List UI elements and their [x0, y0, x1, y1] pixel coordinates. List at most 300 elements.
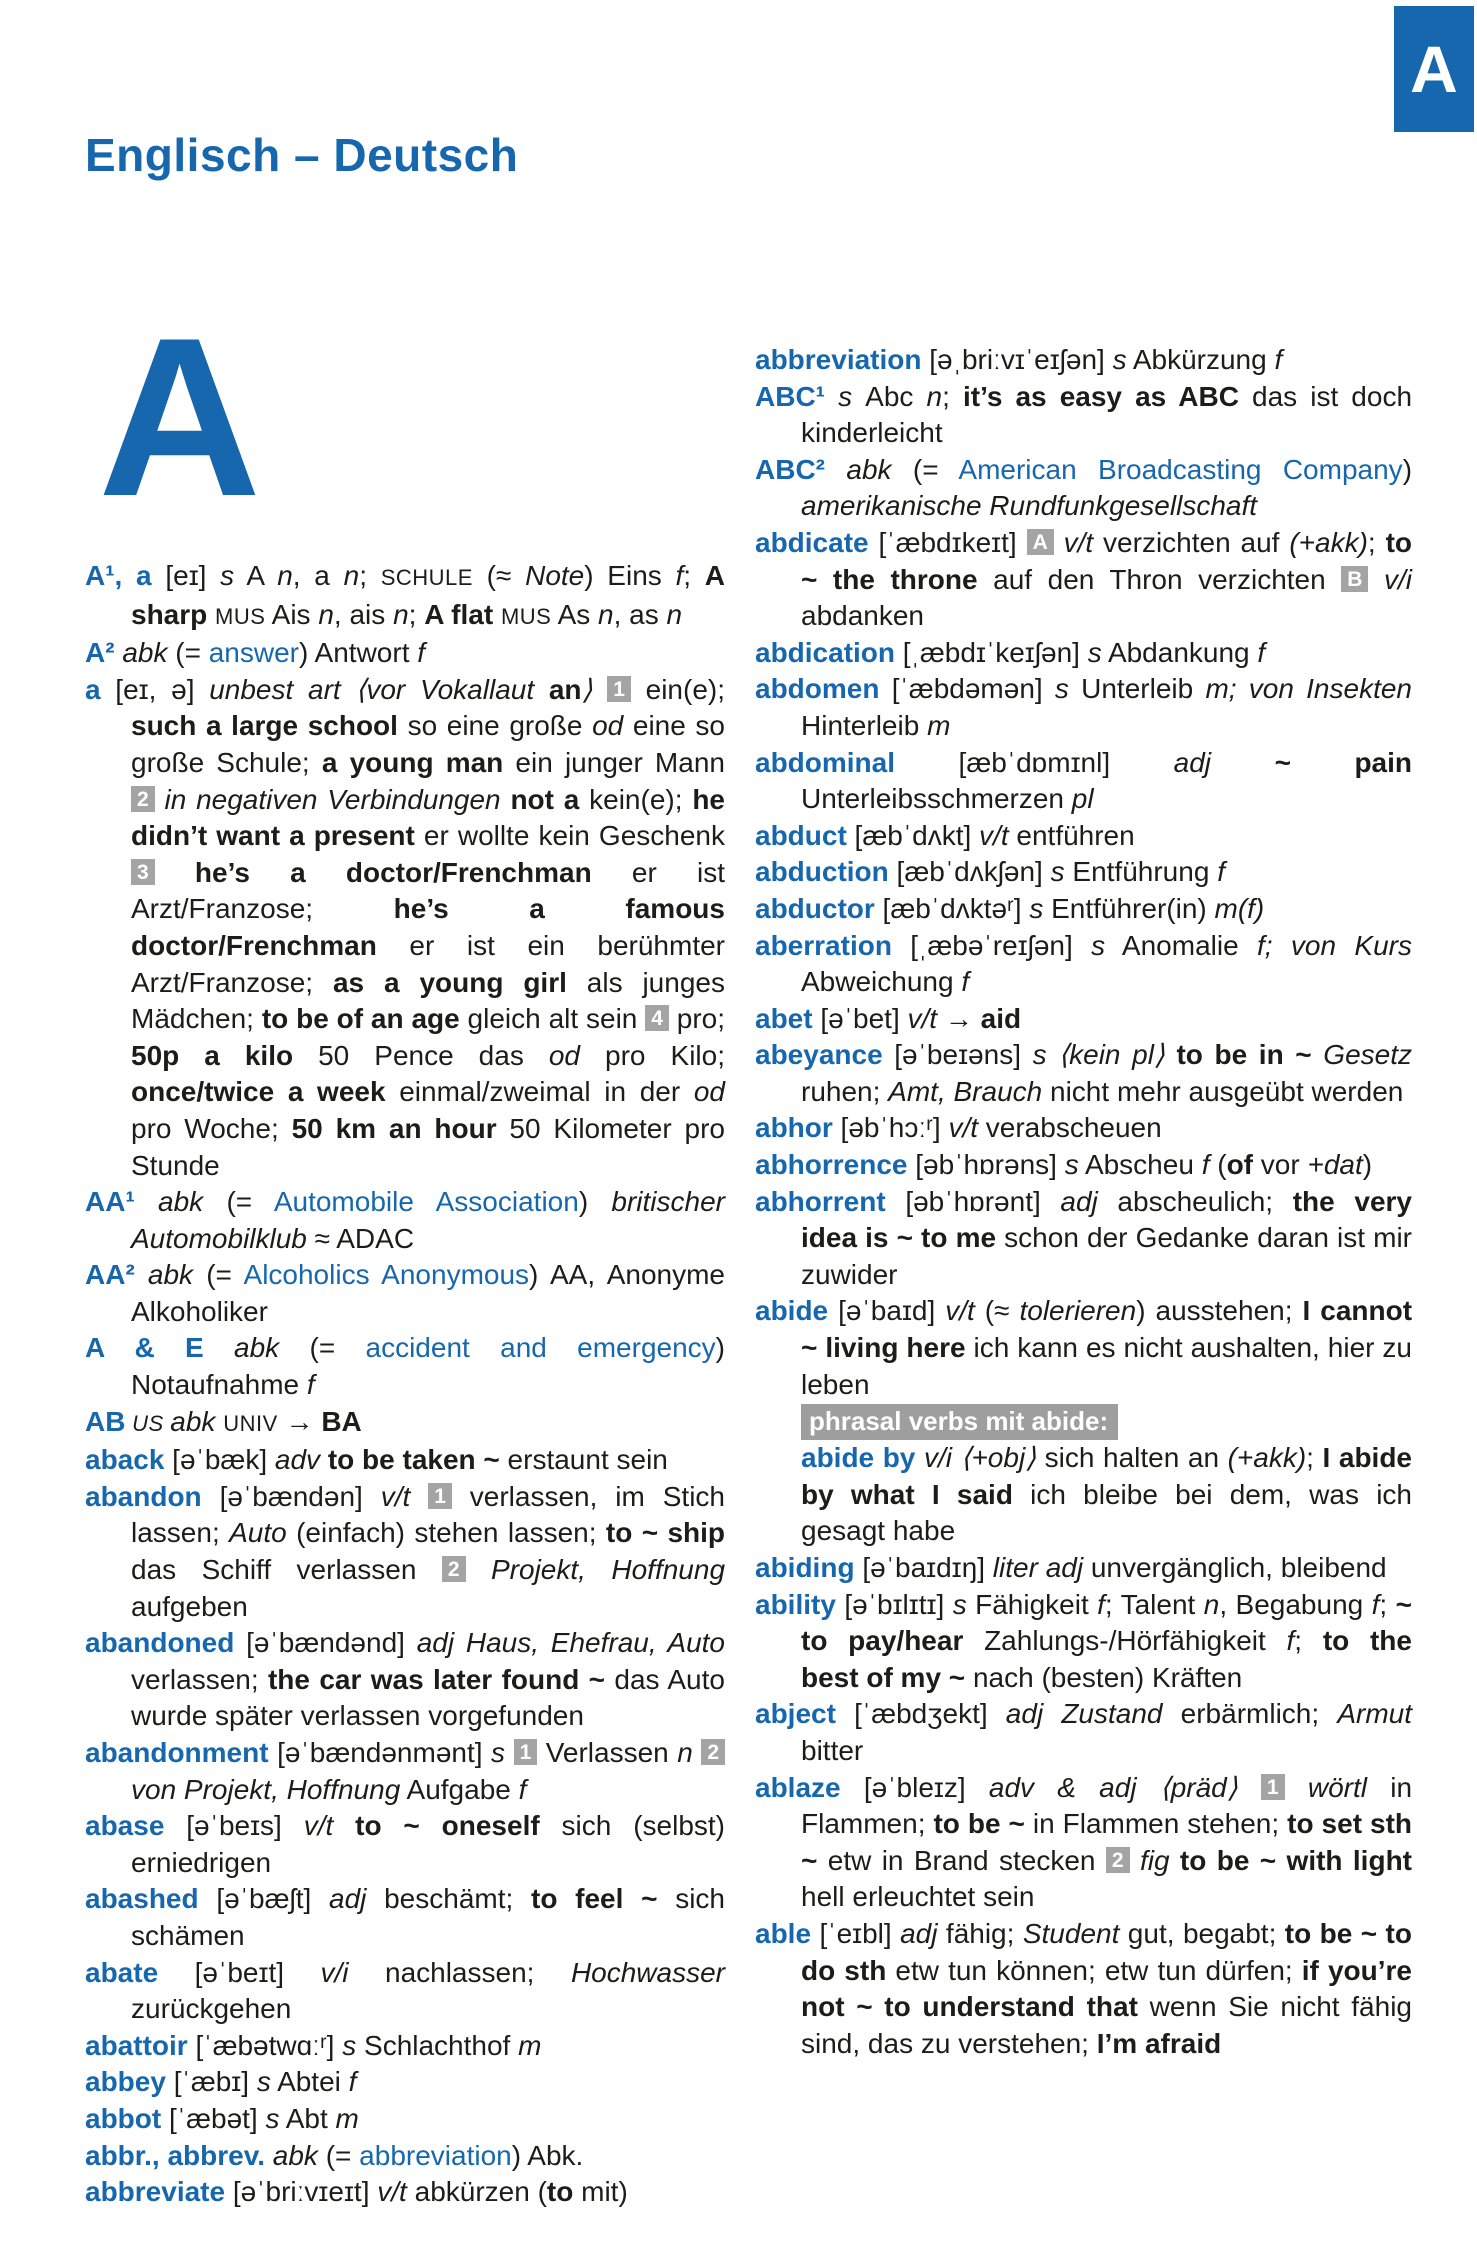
dictionary-entry [85, 1257, 725, 1330]
entry-text: v/i ⟨+obj⟩ [923, 1442, 1037, 1474]
entry-text: [əbˈhɒrəns] [907, 1149, 1065, 1181]
sense-number-badge: 1 [428, 1483, 452, 1509]
entry-text: such a large school [131, 710, 398, 742]
entry-headword: abhor [755, 1112, 833, 1144]
entry-text: abk [265, 2139, 326, 2171]
entry-text: I cannot ~ living here [801, 1295, 1413, 1364]
dictionary-entry [85, 1184, 725, 1257]
entry-text: [əˈbet] [812, 1002, 908, 1034]
dictionary-entry [85, 1442, 725, 1479]
entry-text: Abkürzung [1126, 344, 1275, 375]
sense-number-badge: 2 [701, 1739, 725, 1765]
entry-text: so eine große [397, 710, 593, 742]
entry-text: , as [613, 598, 667, 630]
entry-text: s [1091, 929, 1106, 961]
entry-text: [æbˈdʌkʃən] [888, 856, 1051, 888]
entry-text: Abscheu [1078, 1149, 1202, 1181]
entry-text: gut, begabt; [1119, 1917, 1285, 1949]
entry-text: f [1274, 344, 1283, 375]
dictionary-entry [755, 928, 1412, 1001]
entry-text: As [551, 598, 599, 630]
entry-text: s [825, 380, 866, 412]
sense-number-badge: 2 [131, 786, 155, 812]
entry-headword: a [85, 673, 101, 705]
entry-text: (= [226, 1186, 274, 1218]
entry-text: f [518, 1773, 527, 1805]
entry-text: adj [329, 1883, 367, 1915]
entry-text: I abide by what I said [801, 1442, 1413, 1510]
entry-text: m [518, 2029, 542, 2061]
dictionary-entry [755, 1440, 1412, 1550]
entry-text [1285, 1772, 1308, 1803]
dictionary-entry [85, 558, 725, 635]
entry-text: n [598, 598, 614, 630]
entry-text: pl [1071, 783, 1094, 815]
entry-text: abk [134, 1186, 227, 1218]
entry-text: an [548, 673, 582, 705]
entry-text: , a [292, 560, 344, 591]
entry-text: to set sth ~ [801, 1808, 1412, 1876]
entry-text: verlassen, im Stich lassen; [131, 1480, 726, 1549]
entry-text: adj [900, 1917, 938, 1949]
entry-text: s [220, 560, 235, 591]
dictionary-entry [755, 891, 1412, 928]
entry-text: ) Notaufnahme [131, 1332, 725, 1401]
entry-text: kein(e); [579, 783, 693, 815]
sense-number-badge: 1 [514, 1739, 538, 1765]
entry-text: verabscheuen [978, 1112, 1162, 1144]
entry-text: [eɪ] [151, 560, 221, 591]
entry-text [1211, 747, 1275, 778]
entry-text: ; [942, 380, 963, 412]
entry-text: von Projekt, Hoffnung [131, 1773, 401, 1805]
entry-text: s [1050, 856, 1065, 888]
entry-text: etw tun können; etw tun dürfen; [886, 1954, 1302, 1986]
entry-text: 50 Pence das [293, 1039, 549, 1071]
entry-text: einmal/zweimal in der [385, 1076, 694, 1108]
entry-text: [əˈbaɪd] [828, 1295, 946, 1327]
entry-text [207, 599, 215, 630]
entry-text: I’m afraid [1096, 2027, 1222, 2059]
entry-text: unvergänglich, bleibend [1083, 1552, 1387, 1583]
entry-text: Unterleibsschmerzen [801, 783, 1072, 815]
entry-text: s [491, 1737, 506, 1768]
entry-headword: abide by [801, 1442, 916, 1474]
entry-text: sich (selbst) erniedrigen [131, 1810, 726, 1878]
entry-headword: abet [755, 1002, 813, 1034]
entry-text: to be taken ~ [327, 1444, 500, 1476]
entry-text: as a young girl [332, 966, 567, 998]
entry-text: sich halten an [1036, 1442, 1228, 1474]
entry-text: , ais [333, 598, 394, 630]
dictionary-entry [755, 1550, 1412, 1587]
cross-reference: abbreviation [359, 2139, 512, 2171]
cross-reference: answer [208, 637, 299, 669]
entry-text: ein junger Mann [503, 746, 725, 778]
entry-text: → [277, 1405, 322, 1437]
entry-text: SCHULE [380, 565, 473, 590]
entry-text: etw in Brand stecken [817, 1844, 1106, 1876]
entry-text: it’s as easy as ABC [962, 380, 1239, 412]
dictionary-entry [755, 1696, 1412, 1769]
entry-headword: abase [85, 1810, 165, 1842]
entry-text: m(f) [1214, 892, 1265, 924]
entry-text: n [318, 598, 334, 630]
section-letter: A [98, 290, 262, 543]
entry-text: v/i [1384, 563, 1412, 595]
dictionary-entry [755, 525, 1412, 635]
entry-text: od [548, 1039, 581, 1071]
entry-text: BA [321, 1405, 362, 1437]
entry-text: to feel ~ [531, 1883, 658, 1915]
sense-number-badge: 4 [645, 1005, 669, 1031]
entry-text: m; von Insekten [1205, 673, 1412, 705]
entry-headword: abiding [755, 1552, 855, 1583]
entry-text: to be of an age [261, 1003, 460, 1035]
entry-text: abk [170, 1405, 224, 1437]
dictionary-entry [85, 1479, 725, 1625]
entry-headword: ABC¹ [755, 380, 825, 412]
entry-text: v/t [979, 819, 1009, 851]
entry-text: eine so große Schule; [131, 710, 725, 778]
entry-text [1054, 527, 1064, 558]
entry-text: [əˈbændənd] [234, 1627, 417, 1659]
entry-text [155, 857, 195, 888]
entry-text: f [675, 560, 684, 591]
entry-headword: able [755, 1917, 812, 1949]
entry-text: beschämt; [366, 1883, 531, 1915]
entry-text: hell erleuchtet sein [801, 1881, 1035, 1913]
entry-text: 50p a kilo [131, 1039, 294, 1071]
entry-text: wörtl [1307, 1771, 1367, 1803]
dictionary-entry [755, 1587, 1412, 1697]
entry-text [493, 599, 501, 630]
entry-headword: abbot [85, 2102, 162, 2134]
dictionary-entry [85, 2028, 725, 2065]
dictionary-entry [755, 452, 1412, 525]
section-tab-letter: A [1410, 32, 1458, 106]
entry-text: s [256, 2066, 271, 2098]
entry-text: fig [1139, 1844, 1170, 1876]
entry-text: s [1112, 344, 1127, 375]
dictionary-entry [85, 1625, 725, 1735]
entry-text: Abdankung [1101, 636, 1258, 668]
entry-text: [əˈbeɪs] [164, 1810, 304, 1842]
dictionary-entry [755, 854, 1412, 891]
dictionary-entry [755, 1770, 1412, 1916]
entry-text: m [335, 2102, 359, 2134]
entry-text: ) Abk. [511, 2139, 584, 2171]
entry-text: he’s a famous doctor/Frenchman [131, 893, 725, 961]
entry-text: ) [1362, 1149, 1373, 1181]
entry-text: 50 km an hour [291, 1112, 497, 1144]
entry-headword: abbr., abbrev. [85, 2139, 265, 2171]
cross-reference: Automobile Association [273, 1186, 579, 1218]
entry-text: to the best of my ~ [801, 1625, 1412, 1693]
dictionary-entry [85, 1735, 725, 1808]
dictionary-entry [755, 1037, 1412, 1110]
entry-text [1238, 1772, 1261, 1803]
dictionary-entry [85, 2138, 725, 2175]
entry-text: nachlassen; [348, 1956, 571, 1988]
entry-text: → [937, 1002, 981, 1034]
entry-text: aufgeben [131, 1590, 248, 1622]
entry-text: [ˌæbəˈreɪʃən] [891, 929, 1092, 961]
entry-text: ≈ ADAC [306, 1222, 415, 1254]
entry-headword: aberration [755, 929, 892, 961]
dictionary-entry [85, 1881, 725, 1954]
entry-text: mit) [573, 2176, 628, 2208]
entry-text: er ist ein berühmter Arzt/Franzose; [131, 929, 725, 998]
entry-text: [ˌæbdɪˈkeɪʃən] [895, 636, 1088, 668]
entry-text: britischer Automobilklub [131, 1186, 725, 1254]
entry-text: f [1201, 1149, 1210, 1181]
entry-text: bitter [801, 1734, 864, 1766]
dictionary-entry [755, 342, 1412, 379]
sense-letter-badge: A [1027, 529, 1054, 555]
entry-text: (= [912, 453, 959, 485]
entry-text [466, 1554, 491, 1585]
entry-text: Armut [1337, 1698, 1412, 1730]
entry-text: [eɪ, ə] [100, 673, 210, 705]
dictionary-entry [85, 1404, 725, 1443]
entry-text: zurückgehen [131, 1993, 292, 2025]
entry-text: a young man [321, 746, 504, 778]
phrasal-verbs-banner-row [755, 1403, 1412, 1440]
entry-text: liter adj [992, 1552, 1084, 1583]
dictionary-entry [85, 2101, 725, 2138]
entry-headword: A² [85, 637, 115, 669]
entry-headword: abandoned [85, 1627, 235, 1659]
entry-text: Abtei [270, 2066, 349, 2098]
entry-text: ) ausstehen; [1136, 1295, 1303, 1327]
entry-text: [ˈæbətwɑːʳ] [187, 2029, 343, 2061]
entry-text: [əbˈhɒrənt] [885, 1185, 1061, 1217]
entry-text: ) Eins [584, 560, 676, 591]
entry-text: A flat [424, 598, 494, 630]
entry-headword: abbey [85, 2066, 166, 2098]
entry-text: adj [1060, 1185, 1098, 1217]
entry-text: Abweichung [801, 966, 962, 998]
entry-text: verlassen; [131, 1663, 268, 1695]
entry-text: Amt, Brauch [888, 1075, 1043, 1107]
dictionary-entry [85, 672, 725, 1184]
entry-text: +dat [1307, 1149, 1363, 1181]
entry-text: unbest art ⟨vor Vokallaut [209, 673, 549, 705]
entry-headword: abduct [755, 819, 847, 851]
entry-text: Fähigkeit [966, 1588, 1098, 1620]
entry-text [410, 1481, 428, 1512]
entry-text: (≈ [472, 560, 526, 591]
entry-text: ) [1402, 453, 1413, 485]
entry-text: f [1097, 1588, 1105, 1620]
entry-text: tolerieren [1019, 1295, 1137, 1327]
dictionary-entry [755, 1001, 1412, 1038]
entry-text: abk [134, 1259, 207, 1291]
entry-text: das ist doch kinderleicht [801, 380, 1413, 449]
entry-headword: abandonment [85, 1737, 269, 1768]
entry-text: entführen [1008, 819, 1135, 851]
entry-text: (= [206, 1259, 244, 1291]
entry-text: v/t [303, 1810, 334, 1842]
dictionary-entry [755, 635, 1412, 672]
dictionary-entry [85, 635, 725, 672]
entry-headword: abhorrence [755, 1149, 908, 1181]
entry-text: ; [359, 560, 381, 591]
entry-text: f [961, 966, 970, 998]
entry-text: ~ pain [1274, 746, 1412, 778]
entry-text: das Auto wurde später verlassen vorgefunden [131, 1663, 725, 1732]
entry-text: to be ~ to do sth [801, 1917, 1412, 1986]
sense-letter-badge: B [1341, 566, 1368, 592]
entry-text: pro Woche; [131, 1112, 292, 1144]
entry-text [1368, 564, 1384, 595]
entry-text: vor [1253, 1149, 1308, 1181]
entry-text: [ˈæbdəmən] [879, 673, 1055, 705]
entry-text: od [693, 1076, 725, 1108]
entry-text: not a [510, 783, 580, 815]
entry-text: Projekt, Hoffnung [491, 1554, 726, 1586]
entry-text: [əˈbleɪz] [840, 1771, 989, 1803]
cross-reference: American Broadcasting Company [958, 453, 1403, 485]
entry-text: , Begabung [1219, 1588, 1372, 1620]
dictionary-entry [755, 379, 1412, 452]
entry-text: adj Haus, Ehefrau, Auto [416, 1627, 726, 1659]
entry-text: in Flammen; [801, 1771, 1413, 1840]
entry-text: to ~ oneself [355, 1810, 540, 1842]
entry-text: ~ to pay/hear [801, 1588, 1412, 1657]
entry-text: [əˈbæk] [164, 1444, 275, 1476]
entry-text: to ~ ship [605, 1517, 726, 1549]
entry-text: Unterleib [1068, 673, 1206, 705]
entry-text: f [1217, 856, 1225, 888]
entry-text: [ˈæbət] [161, 2102, 266, 2134]
entry-headword: abhorrent [755, 1185, 886, 1217]
entry-text: das Schiff verlassen [131, 1554, 442, 1586]
entry-text [592, 674, 607, 705]
entry-text: v/i [320, 1956, 349, 1988]
entry-text [1170, 1845, 1180, 1876]
entry-text [1165, 1039, 1177, 1070]
entry-text: [əˈbaɪdɪŋ] [854, 1552, 993, 1583]
entry-text: ; [1294, 1625, 1323, 1657]
entry-text: aid [980, 1002, 1022, 1034]
entry-text: Abc [865, 380, 927, 412]
entry-text: n [277, 560, 293, 591]
entry-headword: abeyance [755, 1039, 883, 1071]
entry-text: v/t [377, 2176, 407, 2208]
entry-text: Anomalie [1105, 929, 1258, 961]
entry-text: ) Antwort [298, 637, 418, 669]
entry-text: Note [525, 560, 585, 591]
entry-headword: abduction [755, 856, 889, 888]
entry-text: in Flammen stehen; [1024, 1808, 1288, 1840]
entry-headword: ablaze [755, 1771, 841, 1803]
entry-text: erstaunt sein [499, 1444, 668, 1476]
entry-text: Ais [265, 598, 319, 630]
entry-text: ; [1367, 526, 1386, 558]
entry-headword: abashed [85, 1883, 199, 1915]
entry-text: auf den Thron verzichten [977, 563, 1342, 595]
entry-text: to be in ~ [1176, 1039, 1312, 1071]
sense-number-badge: 2 [1106, 1847, 1130, 1873]
entry-text: schon der Gedanke daran ist mir zuwider [801, 1222, 1413, 1290]
entry-text: adj [1173, 746, 1212, 778]
entry-text: [ˈæbdʒekt] [835, 1698, 1006, 1730]
entry-text: v/t [945, 1295, 975, 1327]
entry-text: 50 Kilometer pro Stunde [131, 1112, 725, 1181]
entry-headword: A¹, a [85, 560, 152, 591]
entry-text: n [393, 598, 409, 630]
entry-headword: A & E [85, 1332, 204, 1364]
entry-text: adv & adj ⟨präd⟩ [988, 1771, 1238, 1803]
entry-text: [æbˈdʌkt] [846, 819, 980, 851]
entry-text: s [1064, 1149, 1079, 1181]
entry-headword: abdicate [755, 526, 869, 558]
entry-text: s [1054, 673, 1069, 705]
entry-text: [əˈbæʃt] [198, 1883, 329, 1915]
dictionary-entry [755, 818, 1412, 855]
entry-text: (+akk) [1227, 1442, 1307, 1474]
entry-text: [æbˈdɒmɪnl] [895, 746, 1174, 778]
entry-text: ich bleibe bei dem, was ich gesagt habe [801, 1478, 1412, 1547]
entry-text: (≈ [974, 1295, 1020, 1327]
entry-text: (= [325, 2139, 360, 2171]
entry-text: [əˈbeɪt] [158, 1956, 321, 1988]
entry-text: s ⟨kein pl⟩ [1032, 1039, 1165, 1071]
entry-text: v/t [907, 1002, 938, 1034]
entry-text [915, 1442, 924, 1473]
entry-text: [əˈbeɪəns] [882, 1039, 1033, 1071]
entry-text: [əˈbɪlɪtɪ] [835, 1588, 953, 1620]
entry-text: abkürzen ( [406, 2176, 547, 2208]
entry-text: MUS [500, 603, 552, 629]
entry-text: Entführung [1064, 856, 1218, 888]
entry-text: Zahlungs-/Hörfähigkeit [963, 1625, 1287, 1657]
entry-text: abk [825, 453, 913, 485]
entry-headword: abandon [85, 1480, 202, 1512]
cross-reference: Alcoholics Anonymous [243, 1259, 530, 1291]
entry-text: nach (besten) Kräften [965, 1661, 1243, 1693]
entry-text: MUS [215, 603, 266, 629]
entry-text: he’s a doctor/Frenchman [194, 856, 592, 888]
entry-headword: abbreviation [755, 344, 922, 375]
entry-headword: AA² [85, 1259, 135, 1291]
entry-text: to [546, 2176, 574, 2208]
entry-text: f [306, 1369, 315, 1401]
sense-number-badge: 3 [131, 859, 155, 885]
dictionary-entry [755, 1293, 1412, 1403]
entry-text: v/t [380, 1480, 411, 1512]
entry-text: (einfach) stehen lassen; [286, 1517, 606, 1549]
entry-text: [ˈæbɪ] [165, 2066, 257, 2098]
entry-text: er wollte kein Geschenk [414, 820, 725, 852]
entry-text: adj Zustand [1005, 1698, 1163, 1730]
entry-text: ; [1306, 1442, 1323, 1474]
section-tab [1394, 6, 1474, 132]
sense-number-badge: 1 [607, 676, 631, 702]
entry-text: Schlachthof [356, 2029, 519, 2061]
entry-text: n [677, 1737, 693, 1768]
entry-headword: AB [85, 1405, 126, 1437]
entry-text: Auto [229, 1517, 287, 1549]
entry-text: [əˌbriːvɪˈeɪʃən] [921, 344, 1113, 375]
entry-text: abk [114, 637, 176, 669]
entry-text: (= [175, 637, 209, 669]
entry-text: ; Talent [1104, 1588, 1204, 1620]
entry-text: [æbˈdʌktəʳ] [874, 892, 1030, 924]
dictionary-entry [85, 1955, 725, 2028]
